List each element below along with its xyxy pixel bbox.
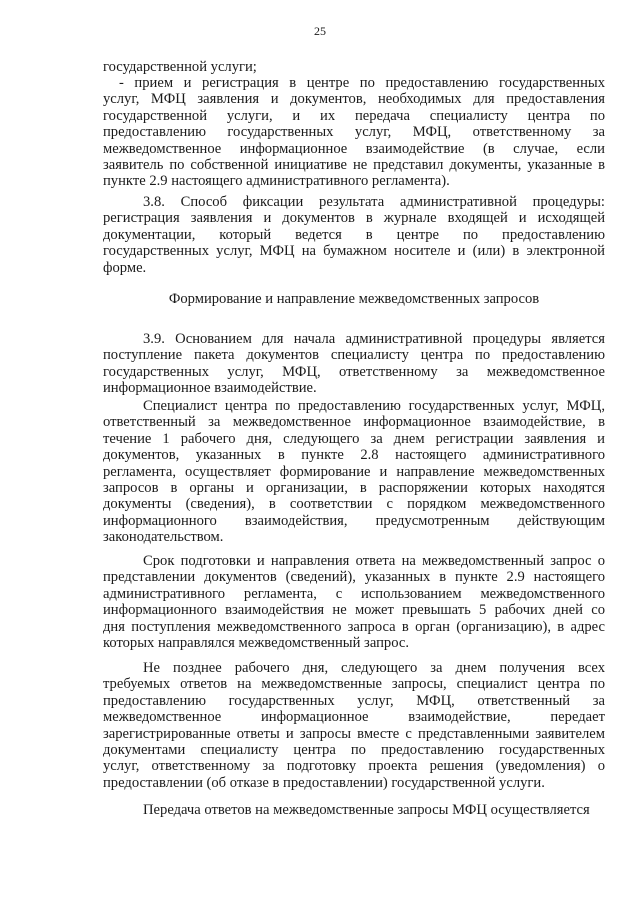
- text-line: информационного взаимодействия, предусмотренным действующим: [103, 512, 605, 529]
- text-line: государственной услуги;: [103, 59, 257, 75]
- text-line: - прием и регистрация в центре по предоставлению государственных: [119, 75, 605, 91]
- text-line: Не позднее рабочего дня, следующего за днем получения всех: [143, 660, 605, 676]
- paragraph-specialist: [103, 398, 605, 546]
- text-line: документами специалисту центра по предоставлению государственных: [103, 742, 605, 759]
- text-line: требуемых ответов на межведомственные запросы, специалист центра по: [103, 676, 605, 693]
- text-line: Срок подготовки и направления ответа на межведомственный запрос о: [143, 553, 605, 569]
- text-line: документы (сведения), в соответствии с порядком межведомственного: [103, 496, 605, 513]
- paragraph-transfer: [103, 660, 605, 791]
- text-line: межведомственное информационное взаимодействие, передает: [103, 709, 605, 726]
- text-line: Специалист центра по предоставлению государственных услуг, МФЦ,: [143, 398, 605, 414]
- text-line: государственных услуг, МФЦ на бумажном носителе и (или) в электронной: [103, 243, 605, 260]
- text-line: административного регламента, с использованием межведомственного: [103, 585, 605, 602]
- text-line: зарегистрированные ответы и запросы вместе с представленными заявителем: [103, 725, 605, 742]
- text-line: которых направлялся межведомственный запрос.: [103, 635, 410, 652]
- text-line: информационное взаимодействие.: [103, 380, 317, 397]
- text-line: информационного взаимодействия не может превышать 5 рабочих дней со: [103, 602, 605, 619]
- text-line: 3.8. Способ фиксации результата административной процедуры:: [143, 194, 605, 210]
- page-number: 25: [314, 24, 326, 38]
- text-line: государственных услуг, МФЦ, ответственному за межведомственное: [103, 363, 605, 380]
- text-line: Передача ответов на межведомственные запросы МФЦ осуществляется: [143, 802, 590, 818]
- text-line: пункте 2.9 настоящего административного регламента).: [103, 173, 450, 190]
- text-line: межведомственное информационное взаимодействие (в случае, если: [103, 140, 605, 157]
- paragraph-continuation: [103, 59, 605, 75]
- text-line: течение 1 рабочего дня, следующего за днем регистрации заявления и: [103, 430, 605, 447]
- text-line: дня поступления межведомственного запроса в орган (организацию), в адрес: [103, 618, 605, 635]
- text-line: предоставлению государственных услуг, МФЦ, ответственному за: [103, 124, 605, 141]
- text-line: 3.9. Основанием для начала административной процедуры является: [143, 331, 605, 347]
- paragraph-deadline: [103, 553, 605, 651]
- text-line: услуг, МФЦ заявления и документов, необходимых для предоставления: [103, 91, 605, 108]
- text-line: ответственный за межведомственное информационное взаимодействие, в: [103, 414, 605, 431]
- paragraph-final: [103, 802, 605, 818]
- text-line: заявитель по собственной инициативе не представил документы, указанные в: [103, 157, 605, 174]
- text-line: представлении документов (сведений), указанных в пункте 2.9 настоящего: [103, 569, 605, 586]
- section-heading: Формирование и направление межведомственных запросов: [168, 291, 540, 307]
- text-line: запросов в органы и организации, в распоряжении которых находятся: [103, 480, 605, 497]
- text-line: предоставлении (об отказе в предоставлении) государственной услуги.: [103, 774, 545, 791]
- paragraph-list-item: [103, 75, 605, 190]
- text-line: поступление пакета документов специалисту центра по предоставлению: [103, 347, 605, 364]
- text-line: предоставлению государственных услуг, МФЦ, ответственный за: [103, 692, 605, 709]
- paragraph-3-9: [103, 331, 605, 397]
- text-line: услуг, ответственному за подготовку проекта решения (уведомления) о: [103, 758, 605, 775]
- text-line: регламента, осуществляет формирование и направление межведомственных: [103, 463, 605, 480]
- text-line: документации, который ведется в центре по предоставлению: [103, 226, 605, 243]
- paragraph-3-8: [103, 194, 605, 276]
- text-line: законодательством.: [103, 529, 224, 546]
- text-line: документов, указанных в пункте 2.8 настоящего административного: [103, 447, 605, 464]
- text-line: форме.: [103, 259, 147, 276]
- text-line: регистрация заявления и документов в журнале входящей и исходящей: [103, 210, 605, 227]
- text-line: государственной услуги, и их передача специалисту центра по: [103, 107, 605, 124]
